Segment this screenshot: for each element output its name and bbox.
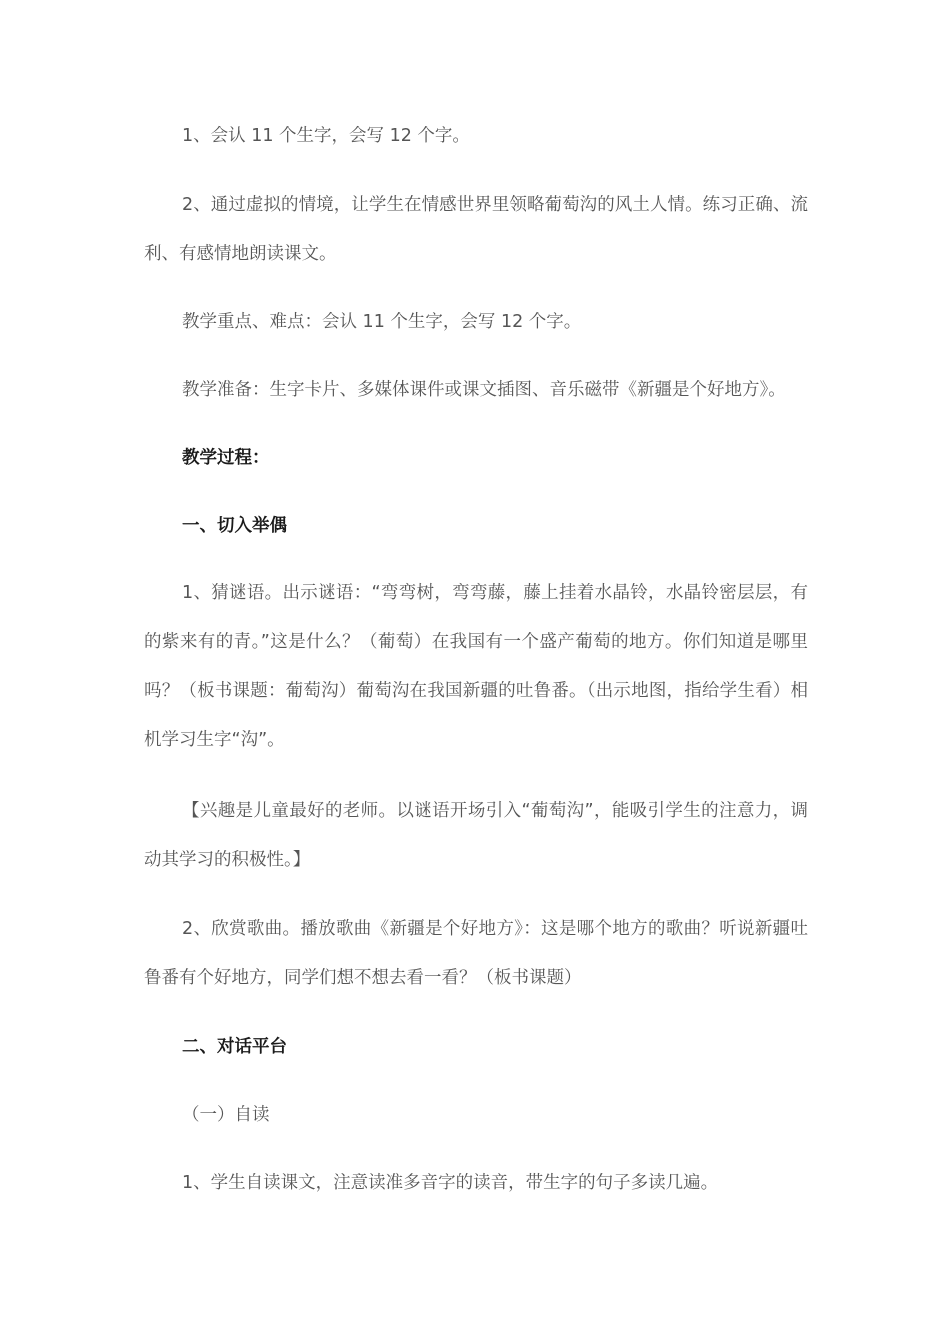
process-heading: 教学过程： bbox=[182, 448, 270, 468]
preparation-paragraph: 教学准备：生字卡片、多媒体课件或课文插图、音乐磁带《新疆是个好地方》。 bbox=[182, 380, 786, 400]
section-1-heading: 一、切入举偶 bbox=[182, 516, 287, 536]
self-read-1-paragraph: 1、学生自读课文，注意读准多音字的读音，带生字的句子多读几遍。 bbox=[182, 1173, 719, 1193]
riddle-note-paragraph: 【兴趣是儿童最好的老师。以谜语开场引入“葡萄沟”，能吸引学生的注意力，调动其学习的积极性。】 bbox=[144, 801, 808, 870]
riddle-paragraph: 1、猜谜语。出示谜语：“弯弯树，弯弯藤，藤上挂着水晶铃，水晶铃密层层，有的紫来有的青。”这是什么？（葡萄）在我国有一个盛产葡萄的地方。你们知道是哪里吗？（板书课题：葡萄沟）葡萄沟在我国新疆的吐鲁番。（出示地图，指给学生看）相机学习生字“沟”。 bbox=[144, 583, 808, 750]
key-points-paragraph: 教学重点、难点：会认 11 个生字，会写 12 个字。 bbox=[182, 312, 582, 332]
song-paragraph: 2、欣赏歌曲。播放歌曲《新疆是个好地方》：这是哪个地方的歌曲？听说新疆吐鲁番有个好地方，同学们想不想去看一看？（板书课题） bbox=[144, 919, 808, 988]
goal-1-paragraph: 1、会认 11 个生字，会写 12 个字。 bbox=[182, 126, 470, 146]
section-2-heading: 二、对话平台 bbox=[182, 1037, 287, 1057]
goal-2-paragraph: 2、通过虚拟的情境，让学生在情感世界里领略葡萄沟的风土人情。练习正确、流利、有感情地朗读课文。 bbox=[144, 195, 808, 264]
self-read-heading: （一）自读 bbox=[182, 1105, 270, 1125]
